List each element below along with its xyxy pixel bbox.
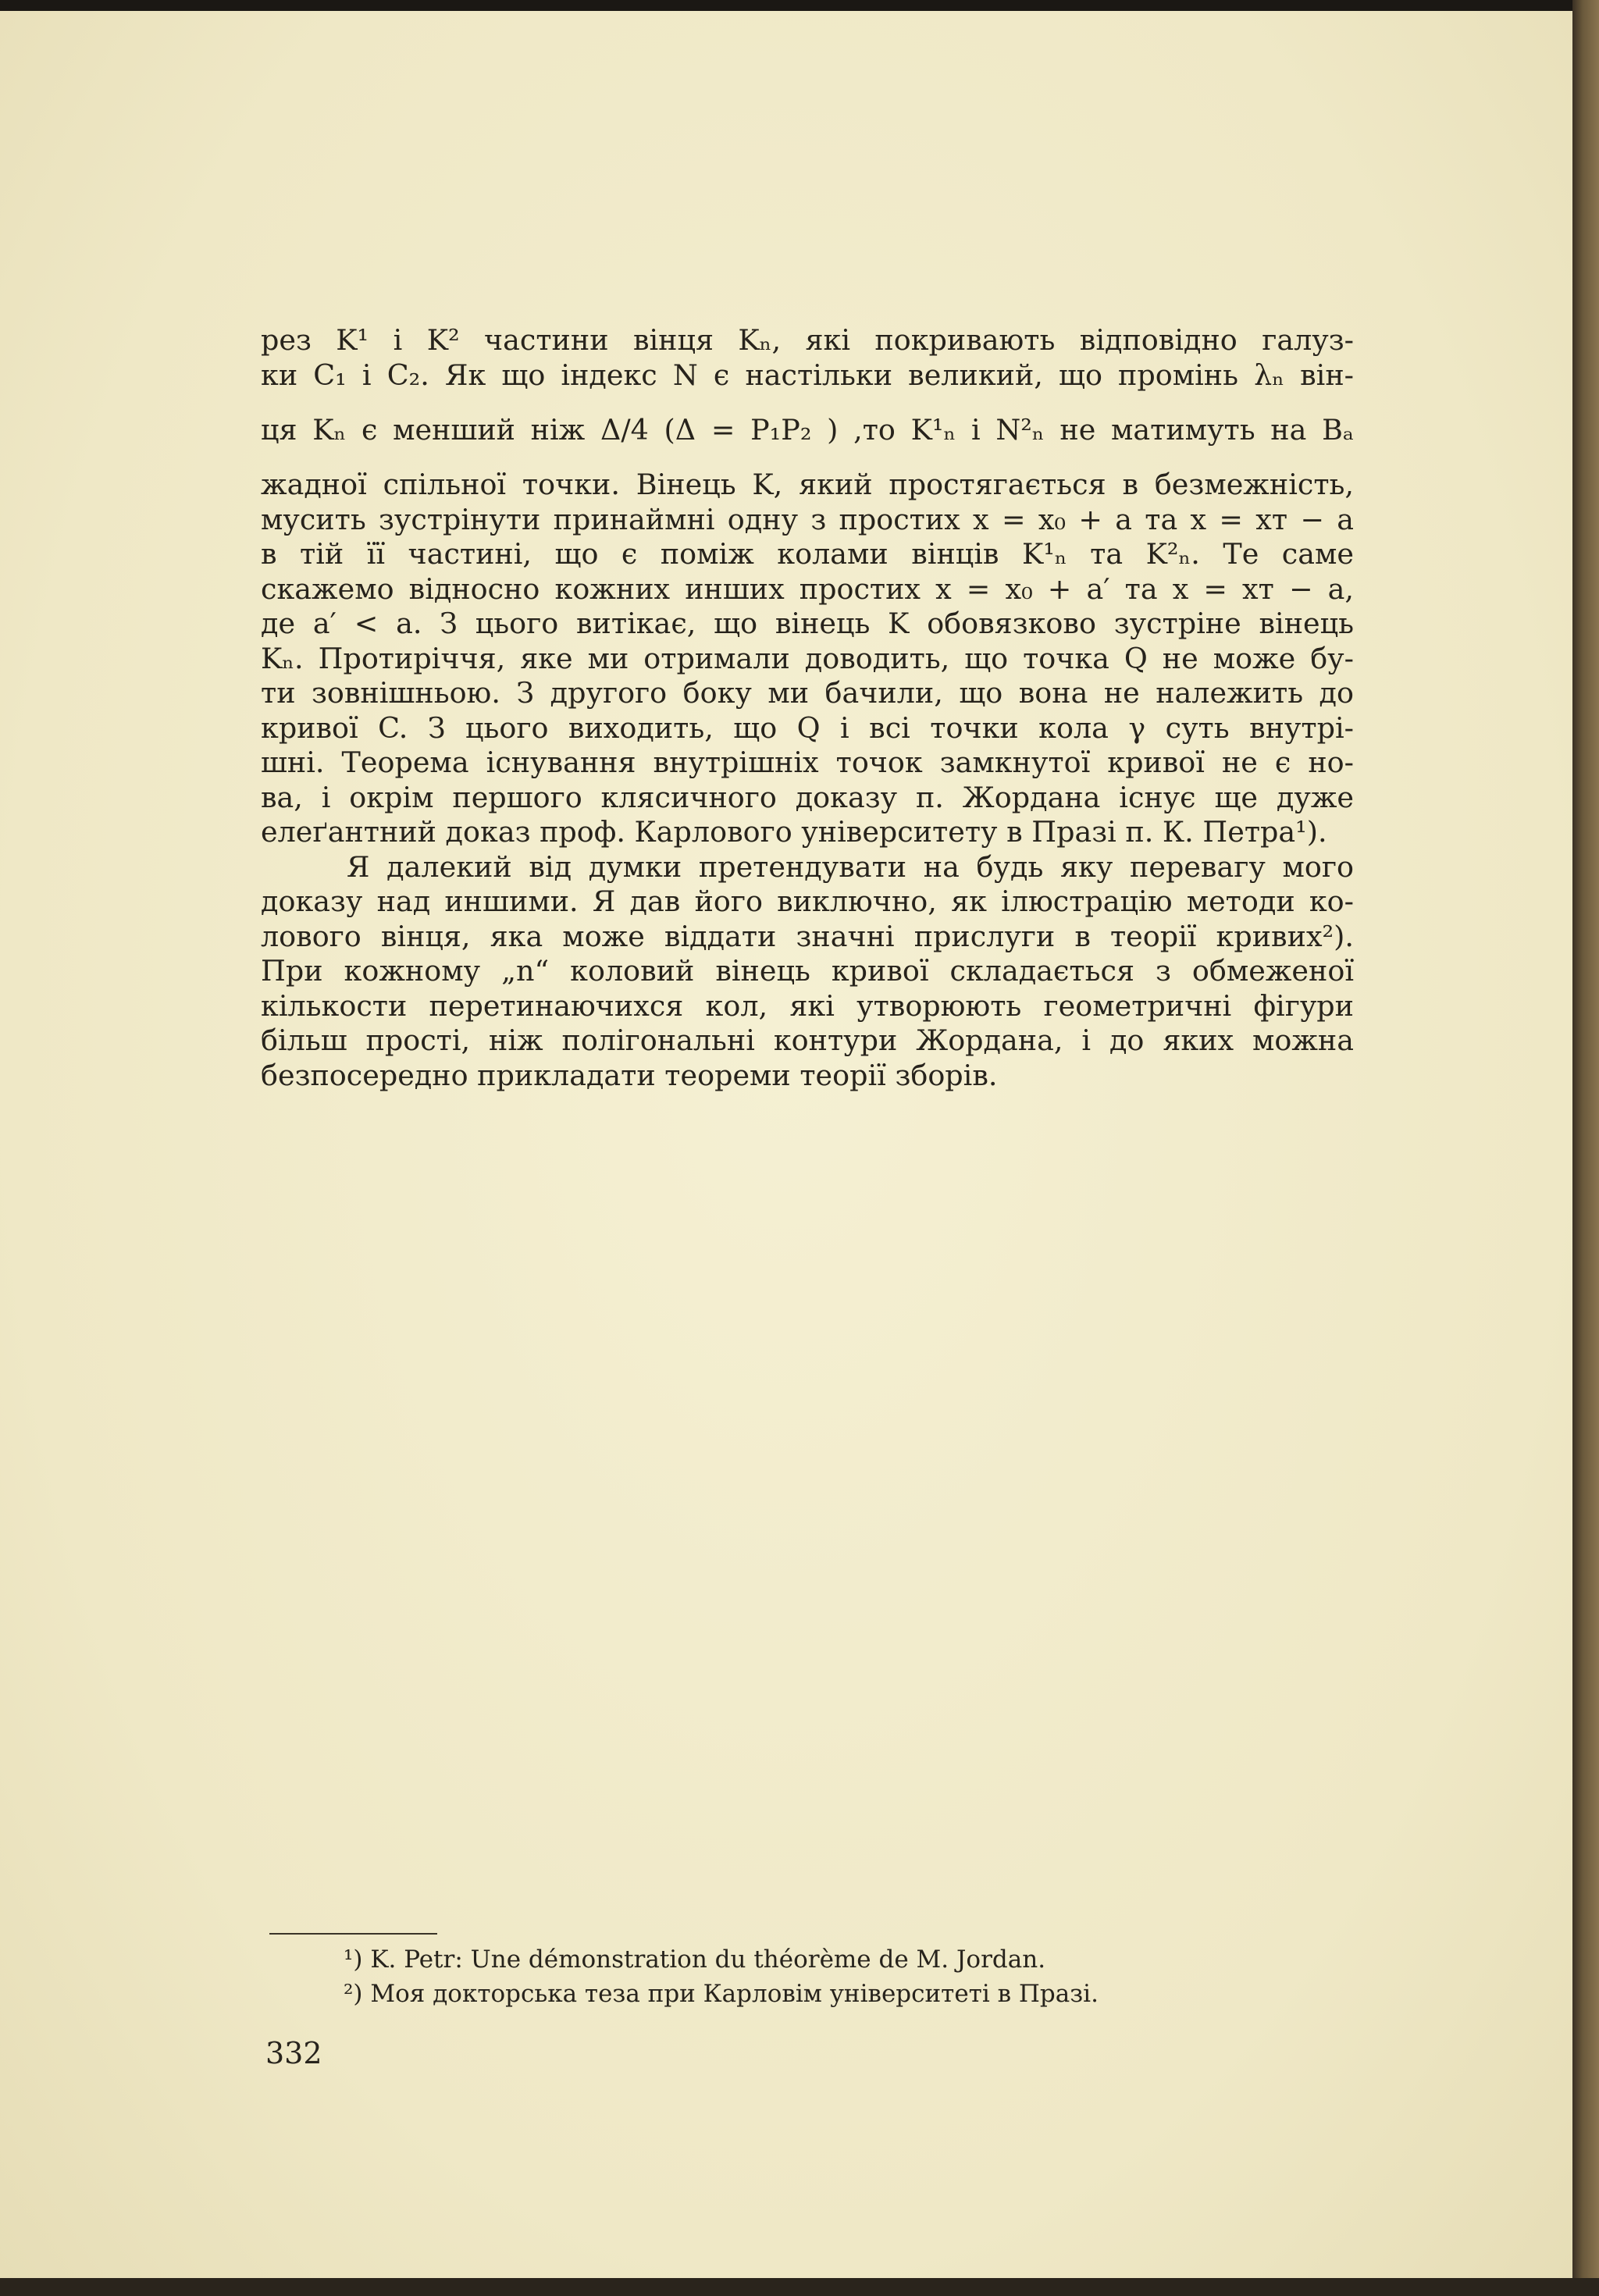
page-number: 332 — [265, 2036, 322, 2070]
text-line: рез K¹ і K² частини вінця Kₙ, які покривають відповідно галуз- — [261, 323, 1354, 357]
document-page — [0, 11, 1572, 2278]
text-line: ця Kₙ є менший ніж Δ/4 (Δ = P₁P₂ ) ,то K¹ₙ і N²ₙ не матимуть на Bₐ — [261, 413, 1354, 447]
text-line: доказу над иншими. Я дав його виключно, як ілюстрацію методи ко- — [261, 885, 1354, 918]
text-line: кривої C. З цього виходить, що Q і всі точки кола γ суть внутрі- — [261, 710, 1354, 745]
text-line: Kₙ. Протиріччя, яке ми отримали доводить, що точка Q не може бу- — [261, 641, 1354, 675]
scan-bottom-edge — [0, 2278, 1599, 2296]
text-line: безпосередно прикладати теореми теорії зборів. — [261, 1058, 998, 1092]
text-line: ва, і окрім першого клясичного доказу п. Жордана існує ще дуже — [261, 780, 1354, 814]
scan-right-edge — [1572, 0, 1599, 2296]
text-line: шні. Теорема існування внутрішніх точок замкнутої кривої не є но- — [261, 746, 1354, 779]
footnote-2: ²) Моя докторська теза при Карловім університеті в Празі. — [344, 1980, 1099, 2008]
text-line: Я далекий від думки претендувати на будь яку перевагу мого — [347, 849, 1354, 884]
text-line: де a′ < a. З цього витікає, що вінець K обовязково зустріне вінець — [261, 607, 1354, 640]
paragraph-1 — [261, 323, 1354, 850]
text-line: ки C₁ і C₂. Як що індекс N є настільки великий, що промінь λₙ він- — [261, 358, 1354, 392]
text-line: елеґантний доказ проф. Карлового університету в Празі п. К. Петра¹). — [261, 815, 1327, 849]
text-line: жадної спільної точки. Вінець K, який простягається в безмежність, — [261, 468, 1354, 501]
paragraph-2 — [261, 850, 1354, 1094]
text-line: скажемо відносно кожних инших простих x = x₀ + a′ та x = xᴛ − a, — [261, 571, 1354, 606]
footnote-divider — [269, 1933, 437, 1935]
text-line: ти зовнішньою. З другого боку ми бачили, що вона не належить до — [261, 676, 1354, 710]
text-line: кількости перетинаючихся кол, які утворюють геометричні фігури — [261, 988, 1354, 1023]
body-text — [261, 323, 1354, 1093]
text-line: мусить зустрінути принаймні одну з простих x = x₀ + a та x = xᴛ − a — [261, 502, 1354, 536]
text-line: При кожному „n“ коловий вінець кривої складається з обмеженої — [261, 954, 1354, 988]
text-line: лового вінця, яка може віддати значні прислуги в теорії кривих²). — [261, 919, 1354, 953]
text-line: в тій її частині, що є поміж колами вінців K¹ₙ та K²ₙ. Те саме — [261, 537, 1354, 571]
text-line: більш прості, ніж полігональні контури Жордана, і до яких можна — [261, 1023, 1354, 1057]
footnotes — [344, 1942, 1280, 2011]
footnote-1: ¹) K. Petr: Une démonstration du théorème de M. Jordan. — [344, 1945, 1046, 1974]
